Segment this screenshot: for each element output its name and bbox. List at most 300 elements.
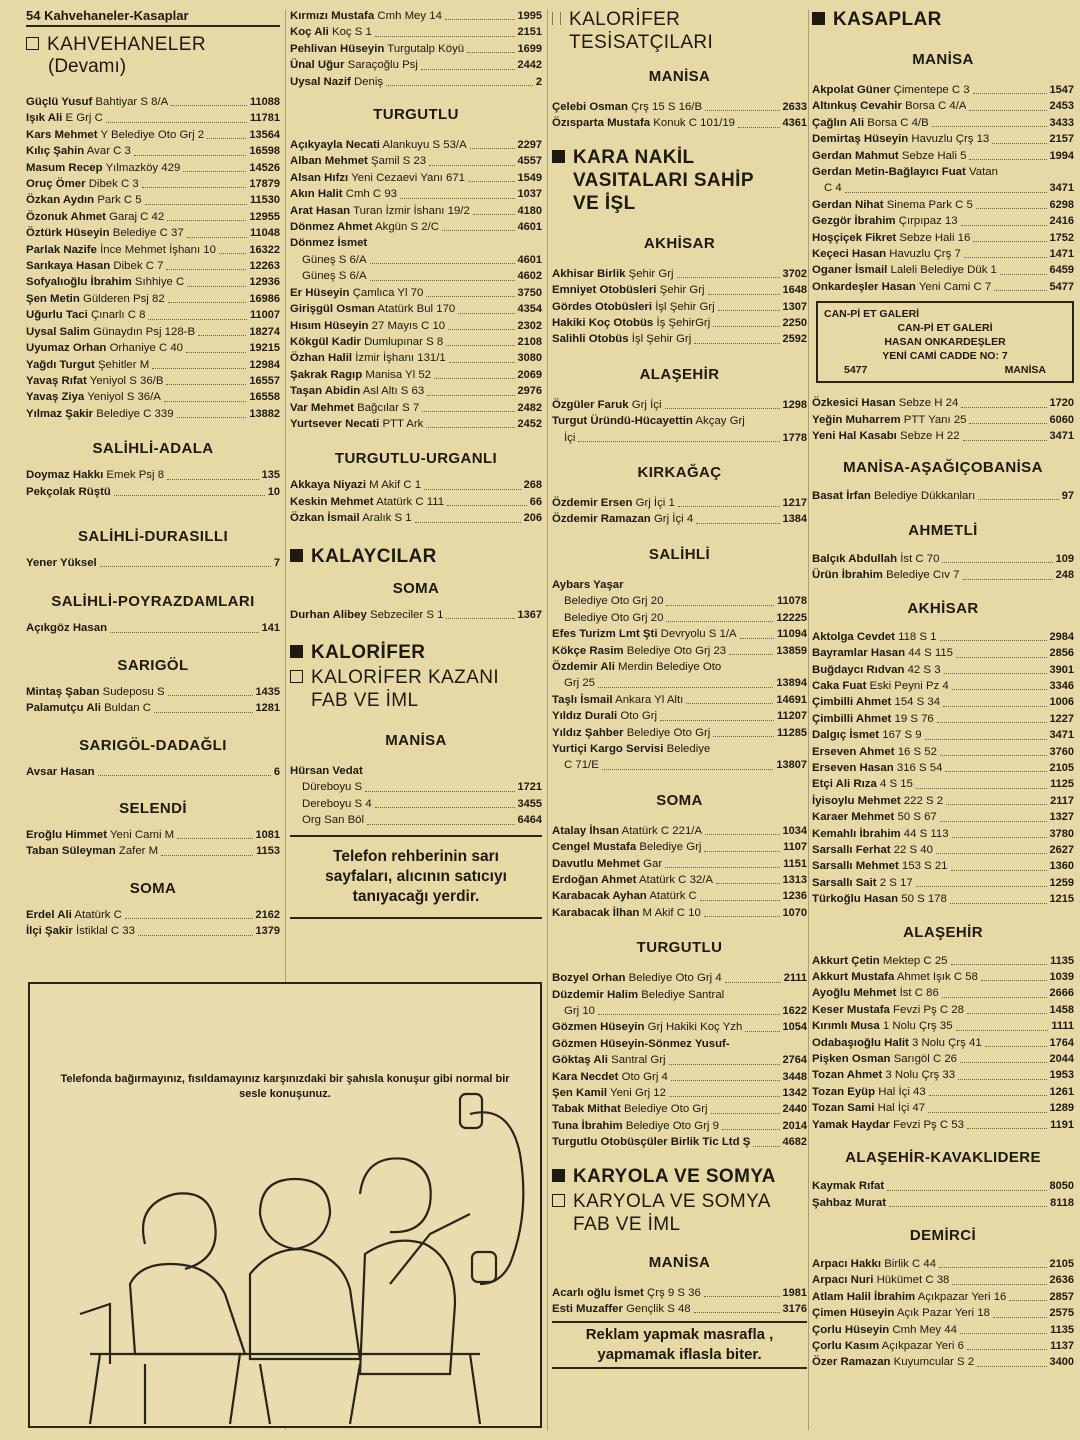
listing xyxy=(552,266,807,348)
entry-surname: Pehlivan Hüseyin xyxy=(290,42,385,55)
entry-name xyxy=(290,57,418,73)
entry-address: Dereboyu S 4 xyxy=(302,797,372,810)
entry-address: Avar C 3 xyxy=(86,145,131,158)
dot-leader xyxy=(666,605,774,606)
entry-surname: Akpolat Güner xyxy=(812,84,891,96)
entry-name xyxy=(290,416,423,432)
entry-address: İst C 86 xyxy=(899,987,939,1000)
phone-number: 11078 xyxy=(777,595,807,608)
entry-address: Cmh Mey 14 xyxy=(377,10,442,22)
filled-square-icon xyxy=(290,549,303,562)
entry-surname: Eroğlu Himmet xyxy=(26,828,108,841)
listing xyxy=(812,629,1074,908)
entry-surname: Aktolga Cevdet xyxy=(812,630,895,643)
dot-leader xyxy=(177,838,252,839)
telephone-etiquette-illustration xyxy=(28,982,542,1428)
phone-number: 10 xyxy=(267,485,280,498)
list-item xyxy=(812,629,1074,645)
phone-number: 1471 xyxy=(1049,248,1074,261)
entry-name xyxy=(552,1019,742,1035)
entry-name xyxy=(552,282,705,298)
town-heading: TURGUTLU xyxy=(636,939,723,957)
dot-leader xyxy=(167,220,246,221)
dot-leader xyxy=(145,204,247,205)
list-item xyxy=(552,1003,807,1019)
list-item xyxy=(552,888,807,904)
phone-number: 3780 xyxy=(1049,827,1074,840)
dot-leader xyxy=(1009,1300,1046,1301)
list-item xyxy=(552,1101,807,1117)
entry-surname: Taşan Abidin xyxy=(290,385,361,398)
category-kalorifer-tesisatcilari: KALORİFER TESİSATÇILARI xyxy=(552,8,752,54)
entry-name xyxy=(552,970,722,986)
list-item xyxy=(26,176,280,192)
dot-leader xyxy=(963,440,1047,441)
town-heading: MANİSA-AŞAĞIÇOBANİSA xyxy=(843,458,1043,476)
phone-number: 2442 xyxy=(517,59,542,72)
entry-name xyxy=(812,1272,949,1288)
dot-leader xyxy=(725,982,781,983)
dot-leader xyxy=(100,566,271,567)
list-item xyxy=(812,180,1074,196)
phone-number: 12225 xyxy=(776,611,807,624)
town-heading: TURGUTLU-URGANLI xyxy=(334,450,498,468)
entry-name xyxy=(552,495,675,511)
dot-leader xyxy=(449,362,515,363)
entry-name xyxy=(290,41,464,57)
phone-number: 248 xyxy=(1055,569,1074,582)
entry-surname: Akkaya Niyazi xyxy=(290,479,366,492)
entry-surname: Yeğin Muharrem xyxy=(812,413,901,426)
phone-number: 11207 xyxy=(777,710,807,723)
dot-leader xyxy=(937,722,1047,723)
dot-leader xyxy=(187,237,247,238)
entry-name xyxy=(290,285,423,301)
entry-name xyxy=(812,1322,957,1338)
list-item xyxy=(26,340,280,356)
dot-leader xyxy=(718,310,780,311)
list-item xyxy=(812,131,1074,147)
entry-address: 44 S 113 xyxy=(903,827,949,840)
entry-address: Borsa C 4/B xyxy=(867,116,929,129)
dot-leader xyxy=(152,368,246,369)
entry-name xyxy=(290,779,362,795)
entry-name xyxy=(552,741,710,757)
entry-name xyxy=(290,494,444,510)
phone-number: 1151 xyxy=(783,857,807,870)
listing xyxy=(552,495,807,528)
entry-address: Bahtiyar S 8/A xyxy=(95,96,169,108)
list-item xyxy=(552,495,807,511)
phone-number: 1648 xyxy=(782,284,807,297)
dot-leader xyxy=(578,441,779,442)
category-continued: (Devamı) xyxy=(48,56,127,77)
dot-leader xyxy=(448,329,514,330)
list-item xyxy=(812,1322,1074,1338)
entry-address: Açıkpazar Yeri 6 xyxy=(881,1339,964,1352)
list-item xyxy=(812,1289,1074,1305)
dot-leader xyxy=(365,791,514,792)
phone-number: 1764 xyxy=(1049,1036,1074,1049)
list-item xyxy=(552,1134,807,1150)
dot-leader xyxy=(421,69,515,70)
dot-leader xyxy=(669,1096,780,1097)
entry-name xyxy=(552,397,662,413)
dot-leader xyxy=(956,657,1047,658)
town-heading: SALİHLİ-POYRAZDAMLARI xyxy=(51,593,255,611)
entry-name xyxy=(812,148,966,164)
list-item xyxy=(26,160,280,176)
dot-leader xyxy=(928,1112,1046,1113)
phone-number: 6464 xyxy=(517,814,542,827)
listing xyxy=(26,555,280,571)
phone-number: 1327 xyxy=(1049,811,1074,824)
dot-leader xyxy=(705,834,779,835)
entry-address: Atatürk C 221/A xyxy=(621,824,703,837)
entry-address: Grj İçi xyxy=(631,398,662,411)
entry-address: Deniş xyxy=(353,75,384,88)
entry-name xyxy=(26,484,111,500)
entry-name xyxy=(26,467,164,483)
phone-number: 2117 xyxy=(1050,794,1074,807)
list-item xyxy=(552,872,807,888)
listing xyxy=(812,395,1074,444)
entry-surname: Tozan Sami xyxy=(812,1102,875,1115)
entry-address: Laleli Belediye Dük 1 xyxy=(890,264,997,277)
list-item xyxy=(290,350,542,366)
entry-surname: Girişgül Osman xyxy=(290,303,375,316)
dot-leader xyxy=(961,407,1046,408)
dot-leader xyxy=(424,489,521,490)
dot-leader xyxy=(1000,274,1047,275)
town-heading: SELENDİ xyxy=(119,799,187,817)
entry-address: Açıkpazar Yeri 16 xyxy=(917,1290,1007,1303)
phone-number: 1054 xyxy=(782,1021,807,1034)
illustration-caption: Telefonda bağırmayınız, fısıldamayınız karşınızdaki bir şahısla konuşur gibi normal bir sesle konuşunuz. xyxy=(60,1073,510,1100)
phone-number: 12955 xyxy=(249,210,280,223)
phone-number: 1289 xyxy=(1049,1102,1074,1115)
listing xyxy=(26,684,280,717)
entry-name xyxy=(290,74,383,90)
entry-surname: Özısparta Mustafa xyxy=(552,117,651,130)
entry-surname: Kökgül Kadir xyxy=(290,335,361,348)
entry-name xyxy=(812,1289,1006,1305)
list-item xyxy=(812,744,1074,760)
town-heading: SALİHLİ xyxy=(648,545,711,563)
dot-leader xyxy=(602,769,774,770)
list-item xyxy=(26,406,280,422)
phone-number: 3448 xyxy=(782,1070,807,1083)
town-heading: ALAŞEHİR-KAVAKLIDERE xyxy=(845,1149,1041,1167)
ad-can-pi-et-galeri xyxy=(816,301,1074,383)
list-item xyxy=(290,74,542,90)
entry-surname: Gezgör İbrahim xyxy=(812,215,896,228)
dot-leader xyxy=(981,980,1047,981)
list-item xyxy=(812,891,1074,907)
dot-leader xyxy=(665,867,780,868)
dot-leader xyxy=(845,192,1047,193)
town-heading: MANİSA xyxy=(648,1253,711,1271)
dot-leader xyxy=(969,423,1046,424)
entry-surname: Koç Ali xyxy=(290,26,329,39)
entry-name xyxy=(812,230,970,246)
entry-surname: Onkardeşler Hasan xyxy=(812,280,916,293)
entry-address: Sarıgöl C 26 xyxy=(893,1053,958,1066)
entry-surname: Gözmen Hüseyin xyxy=(552,1021,645,1034)
list-item xyxy=(26,209,280,225)
entry-address: Havuzlu Çrş 13 xyxy=(911,133,990,146)
phone-number: 1981 xyxy=(782,1286,807,1299)
dot-leader xyxy=(134,155,247,156)
entry-name xyxy=(552,1085,666,1101)
dot-leader xyxy=(711,1113,780,1114)
phone-number: 1037 xyxy=(517,188,542,201)
entry-address: Manisa Yl 52 xyxy=(365,368,431,381)
entry-address: M Akif C 10 xyxy=(642,906,701,919)
list-item xyxy=(552,511,807,527)
dot-leader xyxy=(686,703,773,704)
entry-name xyxy=(26,555,97,571)
phone-number: 1995 xyxy=(517,10,542,22)
list-item xyxy=(812,826,1074,842)
entry-surname: Altınkuş Cevahir xyxy=(812,100,902,113)
list-item xyxy=(552,1085,807,1101)
entry-name xyxy=(552,839,701,855)
category-kahvehaneler: KAHVEHANELER xyxy=(26,33,280,56)
list-item xyxy=(552,397,807,413)
entry-address: Saraçoğlu Psj xyxy=(347,59,418,72)
phone-number: 1111 xyxy=(1051,1020,1074,1033)
entry-name xyxy=(290,796,372,812)
entry-name xyxy=(812,744,937,760)
phone-number: 4354 xyxy=(517,303,542,316)
list-item xyxy=(812,645,1074,661)
list-item xyxy=(290,400,542,416)
entry-address: Dibek C 7 xyxy=(113,260,164,273)
entry-surname: Erdel Ali xyxy=(26,908,72,921)
list-item xyxy=(552,823,807,839)
entry-surname: Akhisar Birlik xyxy=(552,267,626,280)
entry-surname: Atalay İhsan xyxy=(552,824,620,837)
listing xyxy=(812,551,1074,584)
phone-number: 16557 xyxy=(249,374,280,387)
entry-name xyxy=(812,262,997,278)
dot-leader xyxy=(161,855,253,856)
phone-number: 1298 xyxy=(782,398,807,411)
list-item xyxy=(552,675,807,691)
entry-address: 1 Nolu Çrş 35 xyxy=(882,1020,953,1033)
phone-number: 4361 xyxy=(782,117,807,130)
entry-address: Turan İzmir İshanı 19/2 xyxy=(353,204,470,217)
entry-surname: Gerdan Mahmut xyxy=(812,149,899,162)
list-item xyxy=(812,82,1074,98)
entry-name xyxy=(812,1178,884,1194)
entry-address: Aralık S 1 xyxy=(362,512,412,525)
entry-address: Atatürk C xyxy=(74,908,122,921)
dot-leader xyxy=(952,1284,1046,1285)
dot-leader xyxy=(942,997,1047,998)
entry-address: C 4 xyxy=(824,182,842,195)
entry-surname: Özdemir Ersen xyxy=(552,497,633,510)
list-item xyxy=(812,567,1074,583)
category-kalorifer: KALORİFER xyxy=(290,641,542,664)
dot-leader xyxy=(973,241,1046,242)
entry-address: İst C 70 xyxy=(900,552,940,565)
list-item xyxy=(552,643,807,659)
phone-number: 1081 xyxy=(255,828,280,841)
phone-number: 12936 xyxy=(249,276,280,289)
entry-name xyxy=(552,577,624,593)
entry-address: Fevzi Pş C 53 xyxy=(893,1118,964,1131)
listing xyxy=(552,99,807,132)
listing xyxy=(26,764,280,780)
phone-number: 2151 xyxy=(517,26,542,39)
phone-number: 14691 xyxy=(776,693,807,706)
filled-square-icon xyxy=(552,150,565,163)
list-item xyxy=(290,494,542,510)
phone-number: 1261 xyxy=(1049,1085,1074,1098)
entry-address: E Grj C xyxy=(65,112,103,125)
phone-number: 3471 xyxy=(1049,430,1074,443)
category-kalorifer-kazani: KALORİFER KAZANI FAB VE İML xyxy=(290,666,520,712)
listing xyxy=(26,94,280,422)
hollow-square-icon xyxy=(552,1194,565,1207)
phone-number: 2162 xyxy=(255,908,280,921)
dot-leader xyxy=(713,736,774,737)
dot-leader xyxy=(967,1013,1047,1014)
phone-number: 4557 xyxy=(517,155,542,168)
list-item xyxy=(812,279,1074,295)
town-heading: ALAŞEHİR xyxy=(903,923,983,941)
entry-surname: Gerdan Metin-Bağlayıcı Fuat xyxy=(812,166,966,179)
entry-surname: Akkurt Mustafa xyxy=(812,971,895,984)
dot-leader xyxy=(952,689,1047,690)
phone-number: 11285 xyxy=(777,726,807,739)
list-item xyxy=(26,907,280,923)
phone-number: 2416 xyxy=(1049,215,1074,228)
phone-number: 2666 xyxy=(1049,987,1074,1000)
entry-name xyxy=(552,987,724,1003)
dot-leader xyxy=(110,632,259,633)
list-item xyxy=(552,577,807,593)
entry-surname: Çağlın Ali xyxy=(812,116,865,129)
listing xyxy=(812,1178,1074,1211)
entry-name xyxy=(812,1338,964,1354)
entry-surname: Çorlu Kasım xyxy=(812,1339,880,1352)
list-item xyxy=(812,197,1074,213)
entry-surname: Bayramlar Hasan xyxy=(812,647,906,660)
phone-number: 1360 xyxy=(1049,860,1074,873)
entry-surname: Palamutçu Ali xyxy=(26,702,101,715)
dot-leader xyxy=(929,1095,1047,1096)
entry-name xyxy=(812,395,958,411)
dot-leader xyxy=(446,618,514,619)
list-item xyxy=(812,412,1074,428)
dot-leader xyxy=(944,673,1047,674)
entry-surname: Göktaş Ali xyxy=(552,1054,608,1067)
category-karyola-fab: KARYOLA VE SOMYA FAB VE İML xyxy=(552,1190,792,1236)
bar-marker-icon xyxy=(552,12,561,25)
entry-address: Sebze H 22 xyxy=(900,430,960,443)
entry-name xyxy=(552,315,710,331)
phone-number: 2440 xyxy=(782,1103,807,1116)
dot-leader xyxy=(708,294,780,295)
dot-leader xyxy=(969,159,1046,160)
entry-name xyxy=(812,727,922,743)
column-divider xyxy=(808,10,809,1430)
entry-name xyxy=(290,170,465,186)
entry-address: Gençlik S 48 xyxy=(626,1303,691,1316)
entry-surname: Karaer Mehmet xyxy=(812,811,895,824)
entry-address: Grj İçi 4 xyxy=(653,513,694,526)
entry-address: 2 S 17 xyxy=(879,876,913,889)
list-item xyxy=(812,115,1074,131)
dot-leader xyxy=(422,411,514,412)
entry-surname: Demirtaş Hüseyin xyxy=(812,133,909,146)
entry-address: Hal İçi 43 xyxy=(878,1085,926,1098)
entry-address: Şehitler M xyxy=(97,358,150,371)
phone-number: 1752 xyxy=(1049,231,1074,244)
list-item xyxy=(290,186,542,202)
town-heading: TURGUTLU xyxy=(373,106,459,124)
list-item xyxy=(552,970,807,986)
dot-leader xyxy=(207,138,246,139)
list-item xyxy=(290,318,542,334)
entry-surname: Oruç Ömer xyxy=(26,178,86,191)
entry-surname: Ürün İbrahim xyxy=(812,569,883,582)
list-item xyxy=(552,115,807,131)
entry-name xyxy=(26,110,103,126)
dot-leader xyxy=(429,165,514,166)
list-item xyxy=(290,477,542,493)
list-item xyxy=(552,839,807,855)
entry-name xyxy=(812,629,937,645)
phone-number: 1379 xyxy=(255,925,280,938)
entry-name xyxy=(552,1101,708,1117)
entry-name xyxy=(812,1117,964,1133)
entry-surname: Hakiki Koç Otobüs xyxy=(552,317,654,330)
entry-name xyxy=(552,675,595,691)
entry-surname: Çimen Hüseyin xyxy=(812,1307,895,1320)
phone-number: 11094 xyxy=(777,628,807,641)
dot-leader xyxy=(468,181,515,182)
list-item xyxy=(552,430,807,446)
list-item xyxy=(552,1118,807,1134)
entry-name xyxy=(552,1118,719,1134)
list-item xyxy=(812,662,1074,678)
entry-name xyxy=(812,858,948,874)
dot-leader xyxy=(745,1031,779,1032)
phone-number: 3471 xyxy=(1049,729,1074,742)
list-item xyxy=(812,793,1074,809)
dot-leader xyxy=(168,302,247,303)
entry-address: M Akif C 1 xyxy=(369,479,422,492)
entry-surname: Kemahlı İbrahim xyxy=(812,827,901,840)
ad-footer xyxy=(824,363,1066,377)
entry-name xyxy=(552,659,721,675)
entry-name xyxy=(26,324,195,340)
entry-address: Belediye Oto Grj 23 xyxy=(626,644,727,657)
entry-address: Belediye Santral xyxy=(641,988,725,1001)
phone-number: 11530 xyxy=(250,194,280,207)
entry-name xyxy=(812,776,913,792)
entry-name xyxy=(812,412,966,428)
entry-surname: Davutlu Mehmet xyxy=(552,857,640,870)
entry-surname: Işık Ali xyxy=(26,112,63,125)
dot-leader xyxy=(669,1064,780,1065)
dot-leader xyxy=(729,654,773,655)
entry-surname: İyisoylu Mehmet xyxy=(812,794,901,807)
